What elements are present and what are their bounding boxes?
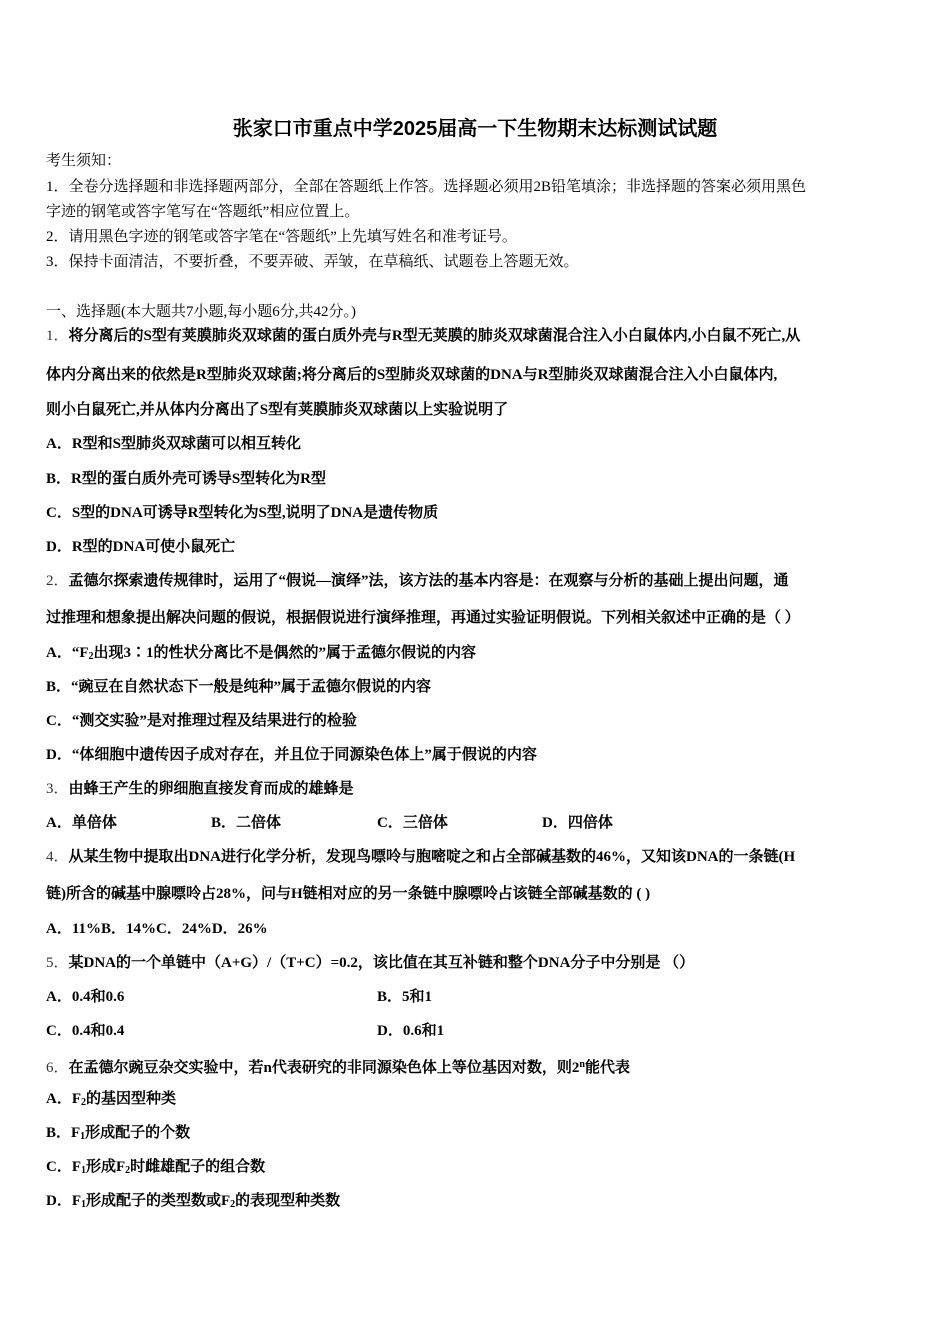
section-heading: 一、选择题(本大题共7小题,每小题6分,共42分。) (46, 304, 356, 320)
question-number: 1． (46, 328, 69, 344)
notice-heading: 考生须知： (46, 153, 122, 169)
question-4-line: 链)所含的碱基中腺嘌呤占28%，问与H链相对应的另一条链中腺嘌呤占该链全部碱基数的 ( ) (46, 886, 651, 902)
question-number: 5． (46, 955, 69, 971)
question-3-option-c: C．三倍体 (377, 815, 448, 831)
question-3-option-b: B．二倍体 (211, 815, 282, 831)
notice-line: 2．请用黑色字迹的钢笔或答字笔在“答题纸”上先填写姓名和准考证号。 (46, 229, 517, 245)
question-2-line: 2．孟德尔探索遗传规律时，运用了“假说—演绎”法，该方法的基本内容是：在观察与分析的基础上提出问题，通 (46, 573, 789, 589)
question-1-line: 体内分离出来的依然是R型肺炎双球菌;将分离后的S型肺炎双球菌的DNA与R型肺炎双球菌混合注入小白鼠体内, (46, 367, 778, 383)
question-4-line: 4．从某生物中提取出DNA进行化学分析，发现鸟嘌呤与胞嘧啶之和占全部碱基数的46%，又知该DNA的一条链(H (46, 849, 796, 865)
question-1-line: 则小白鼠死亡,并从体内分离出了S型有荚膜肺炎双球菌以上实验说明了 (46, 402, 509, 418)
question-2-option-d: D．“体细胞中遗传因子成对存在，并且位于同源染色体上”属于假说的内容 (46, 747, 537, 763)
question-3-option-a: A．单倍体 (46, 815, 117, 831)
question-2-option-c: C．“测交实验”是对推理过程及结果进行的检验 (46, 713, 357, 729)
question-number: 2． (46, 573, 69, 589)
question-2-option-a: A．“$F_2$出现3∶1的性状分离比不是偶然的”属于孟德尔假说的内容 (46, 645, 477, 662)
question-5-line: 5．某DNA的一个单链中（A+G）/（T+C）=0.2，该比值在其互补链和整个DNA分子中分别是 （） (46, 955, 695, 971)
question-2-line: 过推理和想象提出解决问题的假说，根据假说进行演绎推理，再通过实验证明假说。下列相关叙述中正确的是（ ） (46, 610, 800, 626)
question-number: 4． (46, 849, 69, 865)
question-1-option-b: B．R型的蛋白质外壳可诱导S型转化为R型 (46, 471, 327, 487)
question-5-option-c: C．0.4和0.4 (46, 1023, 125, 1039)
question-6-option-a: A．$F_2$的基因型种类 (46, 1091, 177, 1108)
question-1-option-d: D．R型的DNA可使小鼠死亡 (46, 539, 236, 555)
question-number: 3． (46, 781, 69, 797)
notice-line: 1．全卷分选择题和非选择题两部分，全部在答题纸上作答。选择题必须用2B铅笔填涂；非选择题的答案必须用黑色 (46, 179, 807, 195)
question-number: 6． (46, 1060, 69, 1076)
question-4-options: A．11%B．14%C．24%D．26% (46, 921, 268, 937)
exam-title: 张家口市重点中学2025届高一下生物期末达标测试试题 (232, 118, 718, 140)
question-5-option-a: A．0.4和0.6 (46, 989, 125, 1005)
question-5-option-d: D．0.6和1 (377, 1023, 445, 1039)
question-6-option-c: C．$F_1$形成$F_2$时雌雄配子的组合数 (46, 1159, 266, 1176)
question-3-option-d: D．四倍体 (542, 815, 613, 831)
notice-line: 3．保持卡面清洁，不要折叠，不要弄破、弄皱，在草稿纸、试题卷上答题无效。 (46, 254, 579, 270)
question-1-line: 1．将分离后的S型有荚膜肺炎双球菌的蛋白质外壳与R型无荚膜的肺炎双球菌混合注入小白鼠体内,小白鼠不死亡,从 (46, 328, 801, 344)
question-6-line: 6．在孟德尔豌豆杂交实验中，若n代表研究的非同源染色体上等位基因对数，则2$^n$能代表 (46, 1059, 630, 1076)
question-6-option-b: B．$F_1$形成配子的个数 (46, 1125, 191, 1142)
question-6-option-d: D．$F_1$形成配子的类型数或$F_2$的表现型种类数 (46, 1193, 341, 1210)
question-1-option-a: A．R型和S型肺炎双球菌可以相互转化 (46, 436, 302, 452)
question-5-option-b: B．5和1 (377, 989, 433, 1005)
notice-line: 字迹的钢笔或答字笔写在“答题纸”相应位置上。 (46, 204, 360, 220)
question-3-line: 3．由蜂王产生的卵细胞直接发育而成的雄蜂是 (46, 781, 354, 797)
question-2-option-b: B．“豌豆在自然状态下一般是纯种”属于孟德尔假说的内容 (46, 679, 432, 695)
question-1-option-c: C．S型的DNA可诱导R型转化为S型,说明了DNA是遗传物质 (46, 505, 439, 521)
